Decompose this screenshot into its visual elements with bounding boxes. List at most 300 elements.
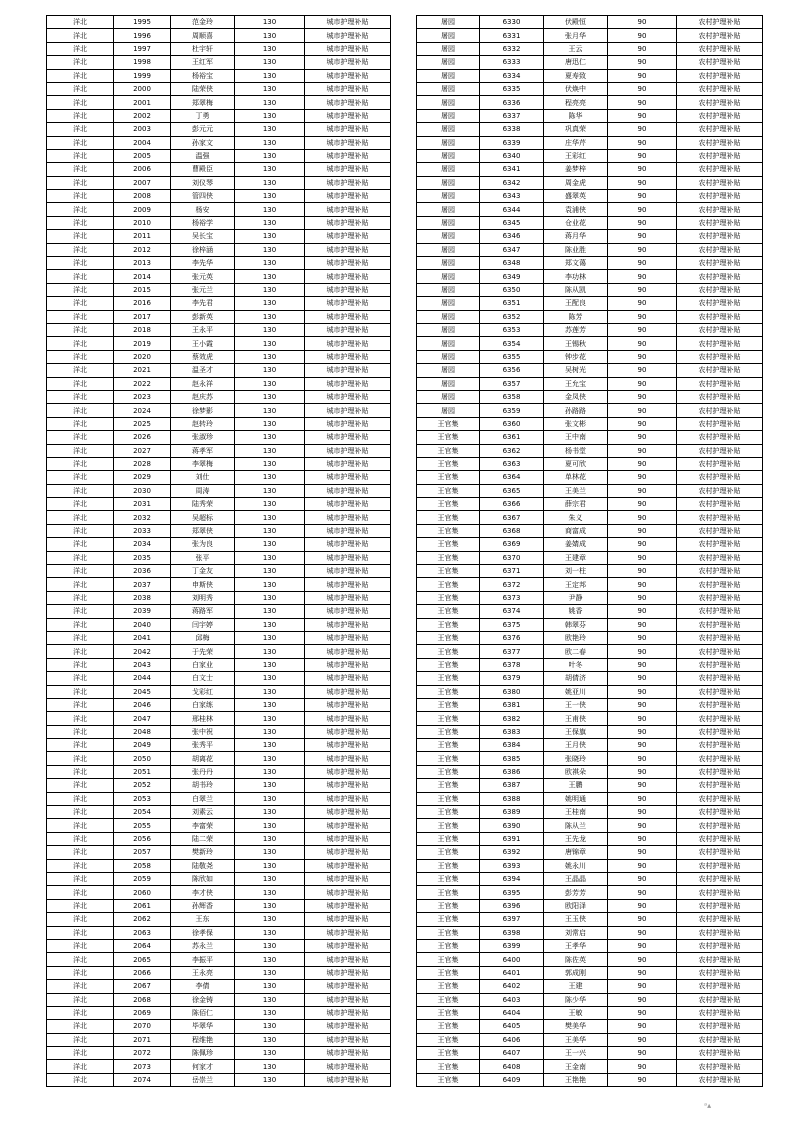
id-cell: 2072 xyxy=(114,1047,171,1060)
amount-cell: 90 xyxy=(608,752,677,765)
area-cell: 洋北 xyxy=(47,926,114,939)
amount-cell: 130 xyxy=(235,444,305,457)
table-row xyxy=(47,404,391,417)
id-cell: 2019 xyxy=(114,337,171,350)
type-cell: 农村护理补贴 xyxy=(677,216,763,229)
name-cell: 吴树光 xyxy=(544,364,608,377)
type-cell: 城市护理补贴 xyxy=(305,538,391,551)
amount-cell: 130 xyxy=(235,565,305,578)
table-row xyxy=(417,739,763,752)
area-cell: 王官集 xyxy=(417,444,480,457)
amount-cell: 130 xyxy=(235,765,305,778)
area-cell: 王官集 xyxy=(417,645,480,658)
amount-cell: 90 xyxy=(608,765,677,778)
id-cell: 6397 xyxy=(480,913,544,926)
id-cell: 6400 xyxy=(480,953,544,966)
amount-cell: 130 xyxy=(235,149,305,162)
amount-cell: 130 xyxy=(235,712,305,725)
name-cell: 仓业花 xyxy=(544,216,608,229)
type-cell: 农村护理补贴 xyxy=(677,82,763,95)
name-cell: 温强 xyxy=(171,149,235,162)
id-cell: 2004 xyxy=(114,136,171,149)
id-cell: 6371 xyxy=(480,565,544,578)
table-row xyxy=(417,524,763,537)
id-cell: 6342 xyxy=(480,176,544,189)
amount-cell: 90 xyxy=(608,69,677,82)
amount-cell: 90 xyxy=(608,203,677,216)
table-row xyxy=(417,672,763,685)
amount-cell: 90 xyxy=(608,698,677,711)
amount-cell: 130 xyxy=(235,350,305,363)
area-cell: 王官集 xyxy=(417,417,480,430)
type-cell: 城市护理补贴 xyxy=(305,56,391,69)
amount-cell: 130 xyxy=(235,484,305,497)
amount-cell: 130 xyxy=(235,966,305,979)
type-cell: 城市护理补贴 xyxy=(305,926,391,939)
id-cell: 2037 xyxy=(114,578,171,591)
id-cell: 6393 xyxy=(480,859,544,872)
type-cell: 农村护理补贴 xyxy=(677,538,763,551)
name-cell: 刘仕 xyxy=(171,471,235,484)
amount-cell: 130 xyxy=(235,913,305,926)
amount-cell: 90 xyxy=(608,980,677,993)
amount-cell: 90 xyxy=(608,1073,677,1086)
table-row xyxy=(47,243,391,256)
type-cell: 农村护理补贴 xyxy=(677,42,763,55)
id-cell: 6382 xyxy=(480,712,544,725)
area-cell: 洋北 xyxy=(47,109,114,122)
area-cell: 洋北 xyxy=(47,658,114,671)
amount-cell: 90 xyxy=(608,645,677,658)
name-cell: 蒋月华 xyxy=(544,230,608,243)
amount-cell: 130 xyxy=(235,752,305,765)
id-cell: 2009 xyxy=(114,203,171,216)
name-cell: 张晓玲 xyxy=(544,752,608,765)
name-cell: 邢桂林 xyxy=(171,712,235,725)
name-cell: 李才侠 xyxy=(171,886,235,899)
type-cell: 城市护理补贴 xyxy=(305,29,391,42)
name-cell: 曹殿臣 xyxy=(171,163,235,176)
id-cell: 6374 xyxy=(480,605,544,618)
name-cell: 王东 xyxy=(171,913,235,926)
amount-cell: 90 xyxy=(608,230,677,243)
type-cell: 城市护理补贴 xyxy=(305,404,391,417)
name-cell: 吴长宝 xyxy=(171,230,235,243)
table-row xyxy=(47,230,391,243)
area-cell: 洋北 xyxy=(47,565,114,578)
area-cell: 屠园 xyxy=(417,337,480,350)
id-cell: 2027 xyxy=(114,444,171,457)
table-row xyxy=(47,618,391,631)
type-cell: 农村护理补贴 xyxy=(677,953,763,966)
amount-cell: 90 xyxy=(608,283,677,296)
name-cell: 夏寿致 xyxy=(544,69,608,82)
name-cell: 白家业 xyxy=(171,658,235,671)
table-row xyxy=(417,698,763,711)
amount-cell: 130 xyxy=(235,725,305,738)
amount-cell: 90 xyxy=(608,712,677,725)
name-cell: 蒋孝军 xyxy=(171,444,235,457)
id-cell: 1999 xyxy=(114,69,171,82)
id-cell: 6362 xyxy=(480,444,544,457)
name-cell: 赵转玲 xyxy=(171,417,235,430)
id-cell: 2003 xyxy=(114,123,171,136)
amount-cell: 130 xyxy=(235,109,305,122)
id-cell: 2040 xyxy=(114,618,171,631)
table-row xyxy=(417,149,763,162)
type-cell: 城市护理补贴 xyxy=(305,792,391,805)
area-cell: 洋北 xyxy=(47,551,114,564)
type-cell: 农村护理补贴 xyxy=(677,1006,763,1019)
table-row xyxy=(47,658,391,671)
id-cell: 2057 xyxy=(114,846,171,859)
id-cell: 2066 xyxy=(114,966,171,979)
id-cell: 2002 xyxy=(114,109,171,122)
amount-cell: 90 xyxy=(608,565,677,578)
amount-cell: 90 xyxy=(608,417,677,430)
id-cell: 2013 xyxy=(114,257,171,270)
id-cell: 2012 xyxy=(114,243,171,256)
area-cell: 屠园 xyxy=(417,377,480,390)
amount-cell: 130 xyxy=(235,792,305,805)
type-cell: 城市护理补贴 xyxy=(305,257,391,270)
table-row xyxy=(417,846,763,859)
id-cell: 2060 xyxy=(114,886,171,899)
type-cell: 农村护理补贴 xyxy=(677,605,763,618)
table-row xyxy=(47,42,391,55)
table-row xyxy=(417,444,763,457)
id-cell: 2052 xyxy=(114,779,171,792)
table-row xyxy=(417,16,763,29)
area-cell: 王官集 xyxy=(417,846,480,859)
id-cell: 2041 xyxy=(114,631,171,644)
table-row xyxy=(47,779,391,792)
name-cell: 彭芳芳 xyxy=(544,886,608,899)
name-cell: 陆秀荣 xyxy=(171,498,235,511)
name-cell: 张文彬 xyxy=(544,417,608,430)
name-cell: 胡倩济 xyxy=(544,672,608,685)
amount-cell: 130 xyxy=(235,257,305,270)
table-row xyxy=(417,806,763,819)
type-cell: 农村护理补贴 xyxy=(677,163,763,176)
table-row xyxy=(47,899,391,912)
name-cell: 陆敬尧 xyxy=(171,859,235,872)
area-cell: 洋北 xyxy=(47,377,114,390)
type-cell: 城市护理补贴 xyxy=(305,216,391,229)
table-row xyxy=(417,257,763,270)
type-cell: 农村护理补贴 xyxy=(677,752,763,765)
id-cell: 6350 xyxy=(480,283,544,296)
id-cell: 6392 xyxy=(480,846,544,859)
area-cell: 屠园 xyxy=(417,297,480,310)
area-cell: 王官集 xyxy=(417,926,480,939)
amount-cell: 90 xyxy=(608,806,677,819)
table-row xyxy=(47,538,391,551)
amount-cell: 90 xyxy=(608,484,677,497)
id-cell: 6348 xyxy=(480,257,544,270)
id-cell: 2017 xyxy=(114,310,171,323)
amount-cell: 90 xyxy=(608,1033,677,1046)
table-row xyxy=(47,631,391,644)
area-cell: 王官集 xyxy=(417,792,480,805)
table-row xyxy=(47,457,391,470)
area-cell: 洋北 xyxy=(47,350,114,363)
type-cell: 农村护理补贴 xyxy=(677,819,763,832)
table-row xyxy=(47,176,391,189)
amount-cell: 90 xyxy=(608,176,677,189)
table-row xyxy=(417,136,763,149)
name-cell: 戈彩红 xyxy=(171,685,235,698)
type-cell: 农村护理补贴 xyxy=(677,69,763,82)
id-cell: 6406 xyxy=(480,1033,544,1046)
amount-cell: 130 xyxy=(235,136,305,149)
table-row xyxy=(417,953,763,966)
amount-cell: 130 xyxy=(235,605,305,618)
id-cell: 6395 xyxy=(480,886,544,899)
area-cell: 王官集 xyxy=(417,966,480,979)
type-cell: 城市护理补贴 xyxy=(305,511,391,524)
area-cell: 洋北 xyxy=(47,484,114,497)
type-cell: 城市护理补贴 xyxy=(305,712,391,725)
id-cell: 6385 xyxy=(480,752,544,765)
table-row xyxy=(417,283,763,296)
area-cell: 屠园 xyxy=(417,176,480,189)
area-cell: 王官集 xyxy=(417,873,480,886)
area-cell: 洋北 xyxy=(47,364,114,377)
name-cell: 王鹏 xyxy=(544,779,608,792)
amount-cell: 130 xyxy=(235,591,305,604)
table-row xyxy=(47,297,391,310)
id-cell: 2046 xyxy=(114,698,171,711)
area-cell: 王官集 xyxy=(417,484,480,497)
table-row xyxy=(47,123,391,136)
type-cell: 城市护理补贴 xyxy=(305,591,391,604)
name-cell: 岳崇兰 xyxy=(171,1073,235,1086)
id-cell: 6380 xyxy=(480,685,544,698)
amount-cell: 130 xyxy=(235,457,305,470)
type-cell: 农村护理补贴 xyxy=(677,1020,763,1033)
table-row xyxy=(47,725,391,738)
area-cell: 洋北 xyxy=(47,939,114,952)
type-cell: 城市护理补贴 xyxy=(305,1033,391,1046)
amount-cell: 130 xyxy=(235,993,305,1006)
name-cell: 王永亮 xyxy=(171,966,235,979)
name-cell: 姚亚川 xyxy=(544,685,608,698)
area-cell: 王官集 xyxy=(417,953,480,966)
id-cell: 2023 xyxy=(114,390,171,403)
amount-cell: 90 xyxy=(608,444,677,457)
type-cell: 城市护理补贴 xyxy=(305,765,391,778)
amount-cell: 130 xyxy=(235,899,305,912)
area-cell: 洋北 xyxy=(47,69,114,82)
name-cell: 赵庆苏 xyxy=(171,390,235,403)
table-row xyxy=(417,886,763,899)
type-cell: 农村护理补贴 xyxy=(677,993,763,1006)
id-cell: 6390 xyxy=(480,819,544,832)
name-cell: 陈佩珍 xyxy=(171,1047,235,1060)
amount-cell: 130 xyxy=(235,498,305,511)
area-cell: 王官集 xyxy=(417,498,480,511)
area-cell: 王官集 xyxy=(417,939,480,952)
name-cell: 王金南 xyxy=(544,1060,608,1073)
table-row xyxy=(47,926,391,939)
table-row xyxy=(417,993,763,1006)
area-cell: 屠园 xyxy=(417,404,480,417)
area-cell: 洋北 xyxy=(47,966,114,979)
type-cell: 农村护理补贴 xyxy=(677,283,763,296)
area-cell: 洋北 xyxy=(47,1047,114,1060)
id-cell: 6344 xyxy=(480,203,544,216)
id-cell: 6356 xyxy=(480,364,544,377)
id-cell: 6394 xyxy=(480,873,544,886)
type-cell: 城市护理补贴 xyxy=(305,966,391,979)
amount-cell: 130 xyxy=(235,42,305,55)
name-cell: 刘明秀 xyxy=(171,591,235,604)
id-cell: 6352 xyxy=(480,310,544,323)
id-cell: 6408 xyxy=(480,1060,544,1073)
amount-cell: 130 xyxy=(235,283,305,296)
id-cell: 6366 xyxy=(480,498,544,511)
type-cell: 农村护理补贴 xyxy=(677,966,763,979)
name-cell: 陈少华 xyxy=(544,993,608,1006)
table-row xyxy=(417,297,763,310)
table-row xyxy=(417,310,763,323)
type-cell: 城市护理补贴 xyxy=(305,323,391,336)
amount-cell: 90 xyxy=(608,390,677,403)
type-cell: 城市护理补贴 xyxy=(305,565,391,578)
name-cell: 姚明通 xyxy=(544,792,608,805)
name-cell: 叶冬 xyxy=(544,658,608,671)
amount-cell: 90 xyxy=(608,672,677,685)
id-cell: 6373 xyxy=(480,591,544,604)
type-cell: 城市护理补贴 xyxy=(305,270,391,283)
id-cell: 2056 xyxy=(114,832,171,845)
type-cell: 城市护理补贴 xyxy=(305,819,391,832)
area-cell: 屠园 xyxy=(417,190,480,203)
name-cell: 郑翠侠 xyxy=(171,524,235,537)
area-cell: 屠园 xyxy=(417,390,480,403)
roster-table-right xyxy=(416,15,763,1087)
name-cell: 朱义 xyxy=(544,511,608,524)
table-row xyxy=(417,190,763,203)
id-cell: 2022 xyxy=(114,377,171,390)
table-row xyxy=(47,524,391,537)
amount-cell: 90 xyxy=(608,270,677,283)
amount-cell: 130 xyxy=(235,524,305,537)
type-cell: 城市护理补贴 xyxy=(305,698,391,711)
area-cell: 洋北 xyxy=(47,96,114,109)
area-cell: 王官集 xyxy=(417,765,480,778)
amount-cell: 90 xyxy=(608,578,677,591)
name-cell: 王甫侠 xyxy=(544,712,608,725)
name-cell: 彭新英 xyxy=(171,310,235,323)
name-cell: 申斯侠 xyxy=(171,578,235,591)
type-cell: 城市护理补贴 xyxy=(305,551,391,564)
name-cell: 邱梅 xyxy=(171,631,235,644)
type-cell: 城市护理补贴 xyxy=(305,524,391,537)
area-cell: 王官集 xyxy=(417,538,480,551)
type-cell: 城市护理补贴 xyxy=(305,645,391,658)
name-cell: 苏永兰 xyxy=(171,939,235,952)
amount-cell: 130 xyxy=(235,953,305,966)
type-cell: 城市护理补贴 xyxy=(305,190,391,203)
area-cell: 洋北 xyxy=(47,698,114,711)
table-row xyxy=(417,819,763,832)
table-row xyxy=(417,631,763,644)
area-cell: 洋北 xyxy=(47,980,114,993)
name-cell: 李倩 xyxy=(171,980,235,993)
area-cell: 王官集 xyxy=(417,605,480,618)
table-row xyxy=(47,16,391,29)
type-cell: 农村护理补贴 xyxy=(677,832,763,845)
area-cell: 洋北 xyxy=(47,953,114,966)
area-cell: 洋北 xyxy=(47,913,114,926)
type-cell: 城市护理补贴 xyxy=(305,658,391,671)
name-cell: 孙家文 xyxy=(171,136,235,149)
area-cell: 王官集 xyxy=(417,712,480,725)
id-cell: 6361 xyxy=(480,431,544,444)
name-cell: 杨裕学 xyxy=(171,216,235,229)
amount-cell: 130 xyxy=(235,337,305,350)
table-row xyxy=(47,645,391,658)
amount-cell: 130 xyxy=(235,69,305,82)
table-row xyxy=(417,163,763,176)
type-cell: 城市护理补贴 xyxy=(305,618,391,631)
amount-cell: 90 xyxy=(608,859,677,872)
type-cell: 城市护理补贴 xyxy=(305,337,391,350)
name-cell: 周涛 xyxy=(171,484,235,497)
amount-cell: 90 xyxy=(608,618,677,631)
type-cell: 城市护理补贴 xyxy=(305,484,391,497)
type-cell: 城市护理补贴 xyxy=(305,913,391,926)
id-cell: 6343 xyxy=(480,190,544,203)
table-row xyxy=(47,69,391,82)
id-cell: 2038 xyxy=(114,591,171,604)
area-cell: 王官集 xyxy=(417,806,480,819)
name-cell: 韩翠芬 xyxy=(544,618,608,631)
amount-cell: 130 xyxy=(235,645,305,658)
id-cell: 2068 xyxy=(114,993,171,1006)
area-cell: 洋北 xyxy=(47,417,114,430)
name-cell: 李振平 xyxy=(171,953,235,966)
id-cell: 6355 xyxy=(480,350,544,363)
area-cell: 洋北 xyxy=(47,685,114,698)
id-cell: 6364 xyxy=(480,471,544,484)
id-cell: 6368 xyxy=(480,524,544,537)
name-cell: 于先荣 xyxy=(171,645,235,658)
area-cell: 洋北 xyxy=(47,846,114,859)
id-cell: 6403 xyxy=(480,993,544,1006)
id-cell: 6336 xyxy=(480,96,544,109)
type-cell: 农村护理补贴 xyxy=(677,337,763,350)
table-row xyxy=(47,578,391,591)
id-cell: 6399 xyxy=(480,939,544,952)
id-cell: 2010 xyxy=(114,216,171,229)
id-cell: 2045 xyxy=(114,685,171,698)
id-cell: 2064 xyxy=(114,939,171,952)
area-cell: 洋北 xyxy=(47,631,114,644)
area-cell: 洋北 xyxy=(47,283,114,296)
table-row xyxy=(47,56,391,69)
id-cell: 1996 xyxy=(114,29,171,42)
id-cell: 2049 xyxy=(114,739,171,752)
area-cell: 洋北 xyxy=(47,16,114,29)
table-row xyxy=(47,203,391,216)
id-cell: 6354 xyxy=(480,337,544,350)
type-cell: 城市护理补贴 xyxy=(305,725,391,738)
amount-cell: 130 xyxy=(235,551,305,564)
name-cell: 周金虎 xyxy=(544,176,608,189)
